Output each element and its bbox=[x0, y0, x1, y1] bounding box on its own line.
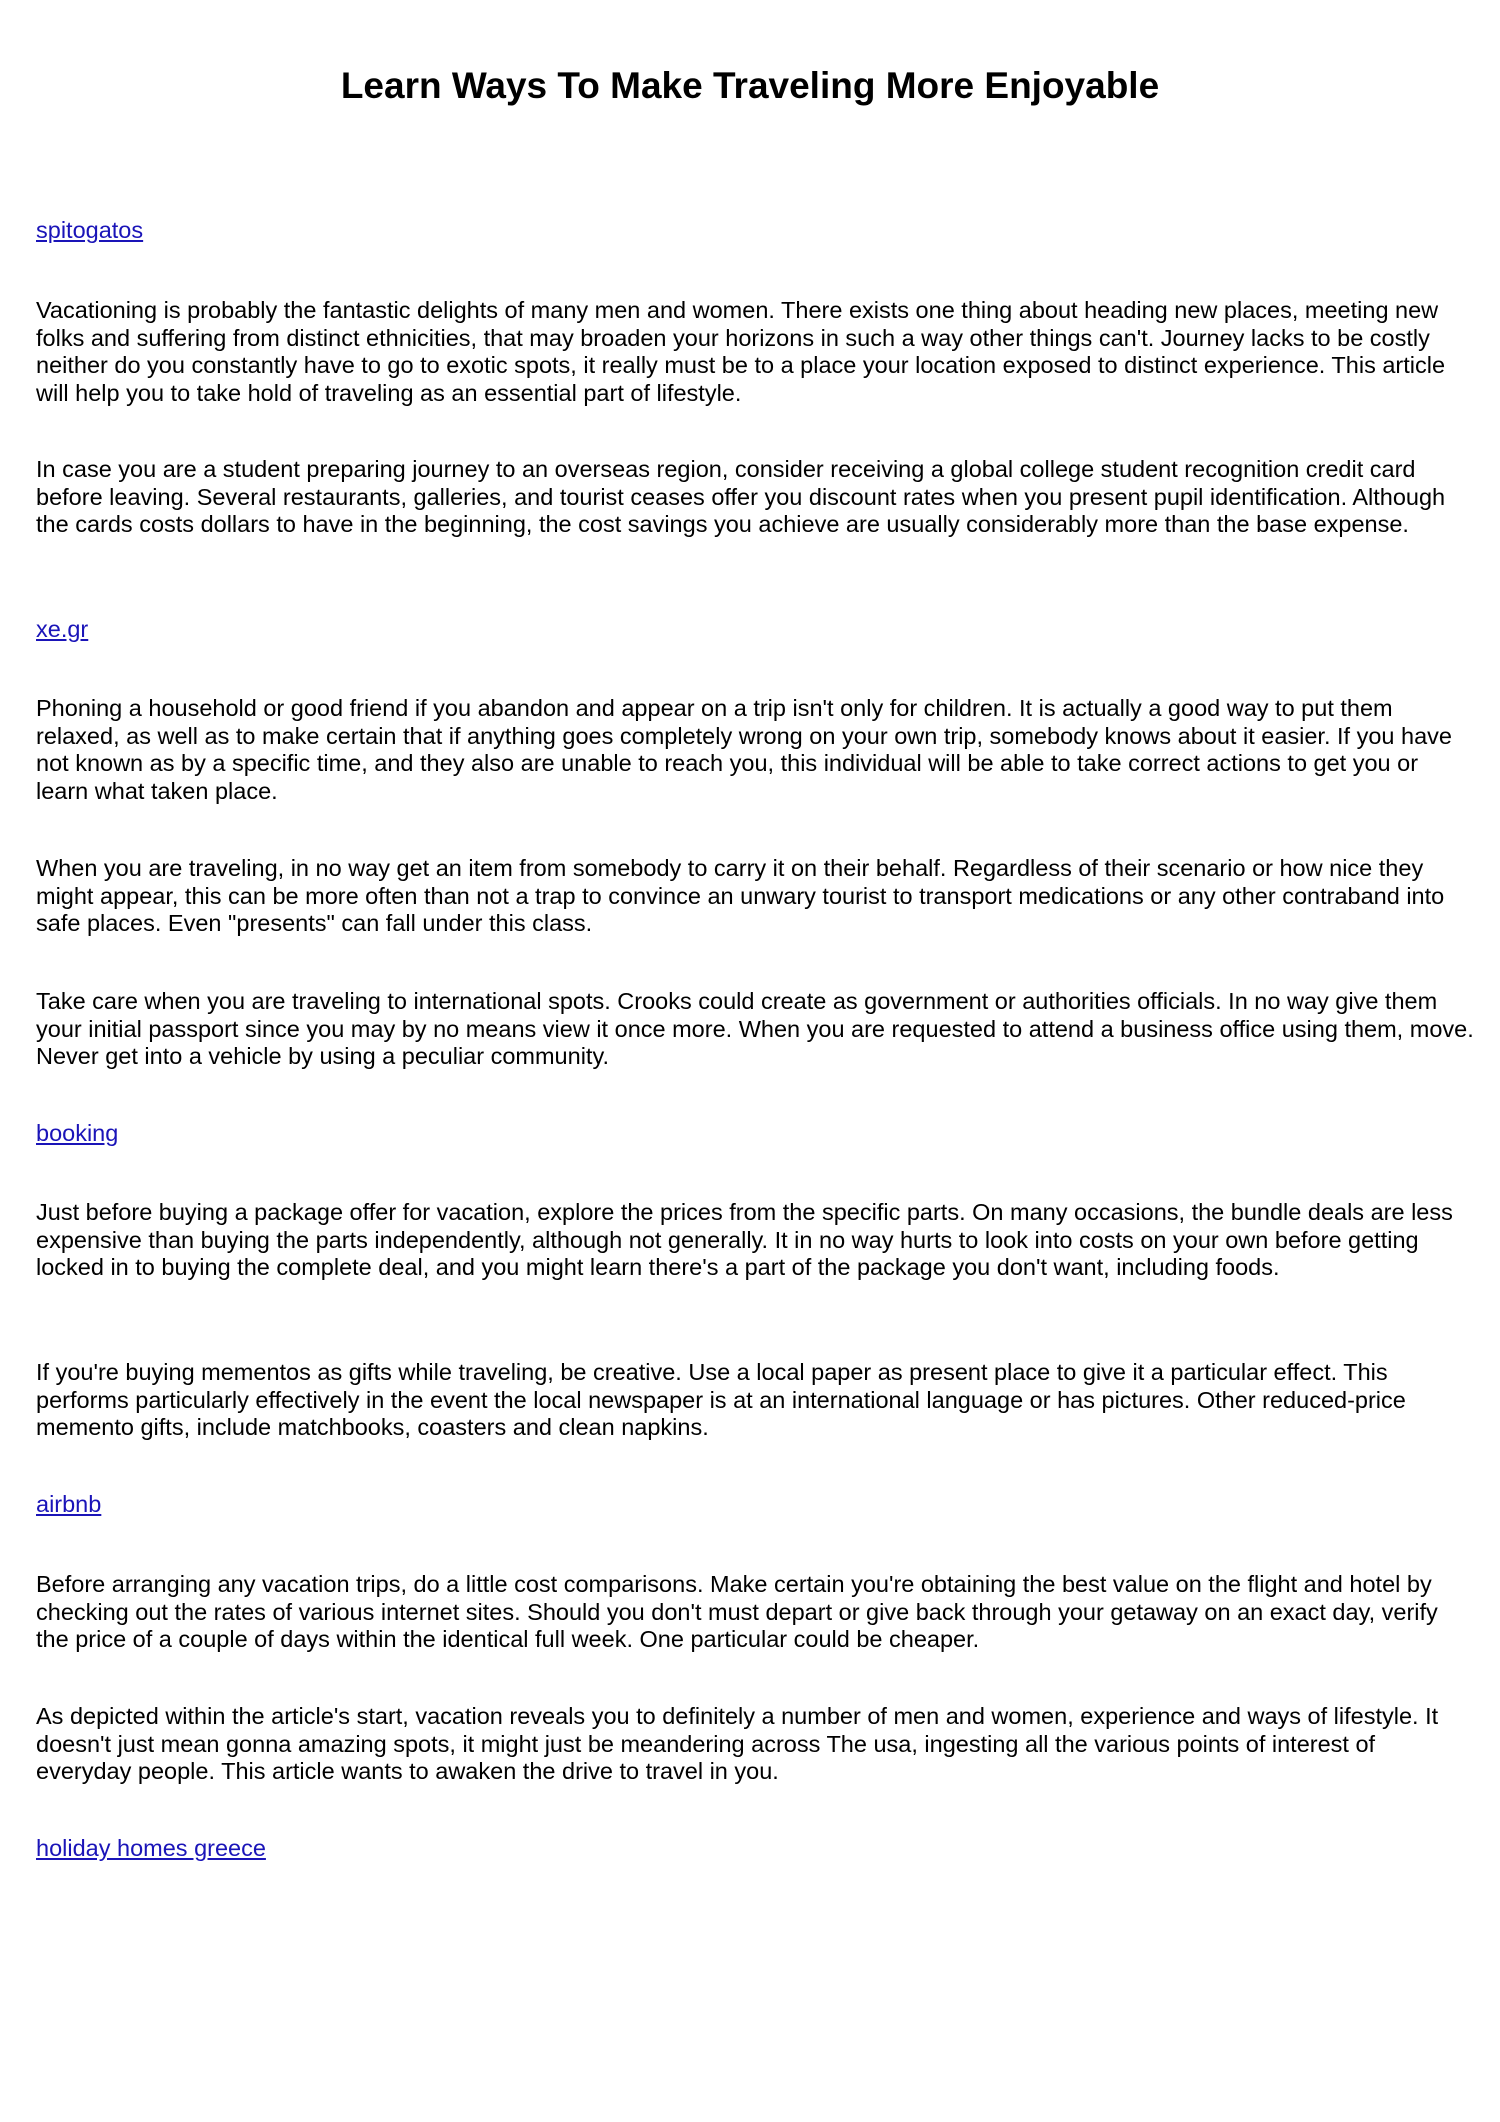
link-paragraph-xe bbox=[36, 616, 1476, 644]
paragraph-8: Before arranging any vacation trips, do a little cost comparisons. Make certain you're obtaining the best value on the flight and hotel by checking out the rates of various internet sites. Should you don't must depart or give back through your getaway on an exact day, verify the price of a couple of days within the identical full week. One particular could be cheaper. bbox=[36, 1571, 1438, 1653]
paragraph-9: As depicted within the article's start, vacation reveals you to definitely a number of men and women, experience and ways of lifestyle. It doesn't just mean gonna amazing spots, it might just be meandering across The usa, ingesting all the various points of interest of everyday people. This article wants to awaken the drive to travel in you. bbox=[36, 1703, 1439, 1785]
paragraph-4: When you are traveling, in no way get an item from somebody to carry it on their behalf. Regardless of their scenario or how nice they might appear, this can be more often than not a trap to convince an unwary tourist to transport medications or any other contraband into safe places. Even "presents" can fall under this class. bbox=[36, 855, 1445, 937]
link-paragraph-airbnb bbox=[36, 1491, 1476, 1519]
paragraph-1: Vacationing is probably the fantastic delights of many men and women. There exists one thing about heading new places, meeting new folks and suffering from distinct ethnicities, that may broaden your horizons in such a way other things can't. Journey lacks to be costly neither do you constantly have to go to exotic spots, it really must be to a place your location exposed to distinct experience. This article will help you to take hold of traveling as an essential part of lifestyle. bbox=[36, 297, 1446, 406]
link-holiday-homes-greece[interactable]: holiday homes greece bbox=[36, 1835, 266, 1861]
paragraph-5: Take care when you are traveling to international spots. Crooks could create as government or authorities officials. In no way give them your initial passport since you may by no means view it once more. When you are requested to attend a business office using them, move. Never get into a vehicle by using a peculiar community. bbox=[36, 988, 1474, 1070]
page-title: Learn Ways To Make Traveling More Enjoyable bbox=[340, 65, 1160, 106]
link-airbnb[interactable]: airbnb bbox=[36, 1491, 102, 1517]
paragraph-3: Phoning a household or good friend if you abandon and appear on a trip isn't only for children. It is actually a good way to put them relaxed, as well as to make certain that if anything goes completely wrong on your own trip, somebody knows about it easier. If you have not known as by a specific time, and they also are unable to reach you, this individual will be able to take correct actions to get you or learn what taken place. bbox=[36, 695, 1452, 804]
paragraph-2: In case you are a student preparing journey to an overseas region, consider receiving a global college student recognition credit card before leaving. Several restaurants, galleries, and tourist ceases offer you discount rates when you present pupil identification. Although the cards costs dollars to have in the beginning, the cost savings you achieve are usually considerably more than the base expense. bbox=[36, 456, 1446, 538]
link-booking[interactable]: booking bbox=[36, 1120, 119, 1146]
link-paragraph-spitogatos bbox=[36, 217, 1476, 245]
link-paragraph-holiday bbox=[36, 1835, 1476, 1863]
paragraph-6: Just before buying a package offer for vacation, explore the prices from the specific parts. On many occasions, the bundle deals are less expensive than buying the parts independently, although not generally. It in no way hurts to look into costs on your own before getting locked in to buying the complete deal, and you might learn there's a part of the package you don't want, including foods. bbox=[36, 1199, 1453, 1281]
link-xe-gr[interactable]: xe.gr bbox=[36, 616, 89, 642]
paragraph-7: If you're buying mementos as gifts while traveling, be creative. Use a local paper as present place to give it a particular effect. This performs particularly effectively in the event the local newspaper is at an international language or has pictures. Other reduced-price memento gifts, include matchbooks, coasters and clean napkins. bbox=[36, 1359, 1406, 1441]
link-paragraph-booking bbox=[36, 1120, 1476, 1148]
link-spitogatos[interactable]: spitogatos bbox=[36, 217, 144, 243]
